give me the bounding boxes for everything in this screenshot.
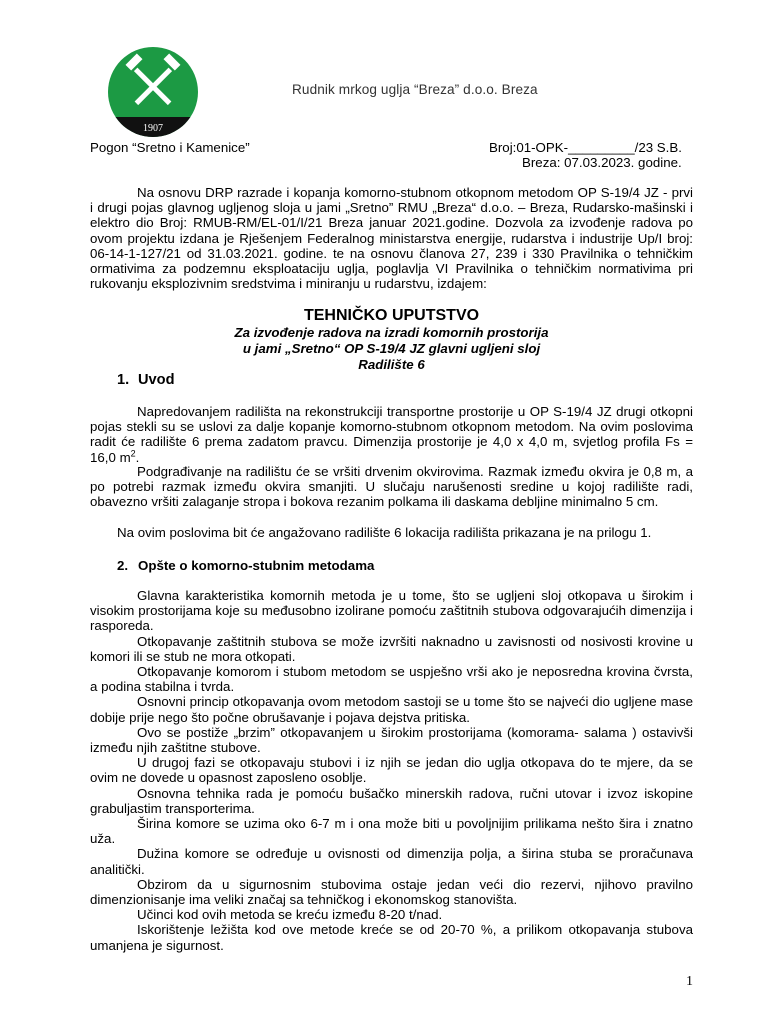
section-1-paragraph-1 bbox=[90, 404, 693, 465]
section-2-paragraph: Glavna karakteristika komornih metoda je u tome, što se ugljeni sloj otkopava u širokim i visokim prostorijama koje su međusobno izolirane pomoću zaštitnih stubova odgovarajućih dimenzija i rasporeda. bbox=[90, 588, 693, 634]
section-2-number: 2. bbox=[117, 558, 129, 573]
page-number: 1 bbox=[686, 974, 693, 989]
section-1-paragraph-1-end: . bbox=[135, 449, 140, 465]
section-2-paragraph: U drugoj fazi se otkopavaju stubovi i iz njih se jedan dio uglja otkopava do te mjere, da se ovim ne dovede u opasnost zaposleno osoblje. bbox=[90, 755, 693, 786]
section-2-paragraph: Otkopavanje komorom i stubom metodom se uspješno vrši ako je neposredna krovina čvrsta, a podina stabilna i tvrda. bbox=[90, 664, 693, 695]
pogon-label: Pogon “Sretno i Kamenice” bbox=[90, 140, 250, 155]
document-number: Broj:01-OPK-_________/23 S.B. bbox=[489, 140, 682, 155]
section-2-paragraph: Ovo se postiže „brzim” otkopavanjem u širokim prostorijama (komorama- salama ) ostavivši između njih zaštitne stubove. bbox=[90, 724, 693, 756]
subtitle-line-3: Radilište 6 bbox=[358, 357, 425, 372]
logo-year: 1907 bbox=[143, 123, 163, 134]
section-2-title: Opšte o komorno-stubnim metodama bbox=[138, 558, 375, 573]
section-2-paragraph: Obzirom da u sigurnosnim stubovima ostaje jedan veći dio rezervi, njihovo pravilno dimenzionisanje ima veliki značaj sa tehničkog i ekonomskog stanovišta. bbox=[90, 876, 693, 908]
company-name: Rudnik mrkog uglja “Breza” d.o.o. Breza bbox=[292, 82, 538, 97]
document-date: Breza: 07.03.2023. godine. bbox=[522, 155, 682, 170]
section-2-paragraph: Otkopavanje zaštitnih stubova se može izvršiti naknadno u zavisnosti od nosivosti krovine u komori ili se stub ne mora otkopati. bbox=[90, 633, 693, 664]
section-1-paragraph-2: Podgrađivanje na radilištu će se vršiti drvenim okvirovima. Razmak između okvira je 0,8 m, a po potrebi razmak između okvira smanjiti. U slučaju narušenosti sredine u kojoj radilište radi, obavezno vršiti zalaganje stropa i bokova rezanim polkama ili daskama debljine minimalno 5 cm. bbox=[90, 464, 693, 510]
subtitle-line-1: Za izvođenje radova na izradi komornih prostorija bbox=[234, 325, 549, 340]
document-title: TEHNIČKO UPUTSTVO bbox=[303, 307, 480, 324]
company-logo bbox=[108, 44, 198, 140]
subtitle-line-2: u jami „Sretno“ OP S-19/4 JZ glavni ugljeni sloj bbox=[242, 341, 541, 356]
section-2-paragraph: Širina komore se uzima oko 6-7 m i ona može biti u povoljnijim prilikama nešto šira i znatno uža. bbox=[90, 816, 693, 847]
section-1-paragraph-1-text: Napredovanjem radilišta na rekonstrukciji transportne prostorije u OP S-19/4 JZ drugi otkopni pojas stekli su se uslovi za dalje kopanje komorno-stubnom otkopnom metodom. Na ovim poslovima radit će radilište 6 prema zadatom pravcu. Dimenzija prostorije je 4,0 x 4,0 m, svjetlog profila Fs = 16,0 m bbox=[90, 404, 693, 465]
section-2-paragraph: Iskorištenje ležišta kod ove metode kreće se od 20-70 %, a prilikom otkopavanja stubova umanjena je sigurnost. bbox=[90, 922, 693, 953]
intro-paragraph: Na osnovu DRP razrade i kopanja komorno-stubnom otkopnom metodom OP S-19/4 JZ - prvi i drugi pojas glavnog ugljenog sloja u jami „Sretno” RMU „Breza“ d.o.o. – Breza, Rudarsko-mašinski i elektro dio Broj: RMUB-RM/EL-01/I/21 Breza januar 2021.godine. Dozvola za izvođenje radova po ovom projektu izdana je Rješenjem Federalnog ministarstva energije, rudarstva i industrije Up/I broj: 06-14-1-127/21 od 31.03.2021. godine. te na osnovu članova 27, 239 i 330 Pravilnika o tehničkim ormativima za podzemnu eksploataciju uglja, poglavlja VI Pravilnika o tehničkim normativima pri rukovanju eksplozivnim sredstvima i miniranju u rudarstvu, izdajem: bbox=[90, 185, 693, 292]
section-2-body bbox=[90, 588, 693, 953]
section-1-heading bbox=[117, 372, 174, 389]
section-1-title: Uvod bbox=[138, 372, 175, 388]
section-1-paragraph-3: Na ovim poslovima bit će angažovano radilište 6 lokacija radilišta prikazana je na prilogu 1. bbox=[117, 525, 652, 540]
section-1-number: 1. bbox=[117, 372, 130, 388]
section-2-paragraph: Dužina komore se određuje u ovisnosti od dimenzija polja, a širina stuba se proračunava analitički. bbox=[90, 846, 693, 877]
superscript: 2 bbox=[130, 448, 136, 459]
section-2-heading bbox=[117, 558, 374, 573]
section-2-paragraph: Osnovna tehnika rada je pomoću bušačko minerskih radova, ručni utovar i izvoz iskopine grabuljastim transporterima. bbox=[90, 785, 693, 816]
hammer-pick-icon bbox=[108, 44, 198, 140]
section-2-paragraph: Učinci kod ovih metoda se kreću između 8-20 t/nad. bbox=[137, 907, 443, 923]
section-2-paragraph: Osnovni princip otkopavanja ovom metodom sastoji se u tome što se najveći dio ugljene mase dobije prije nego što počne obrušavanje i pojava dejstva pritiska. bbox=[90, 694, 693, 725]
